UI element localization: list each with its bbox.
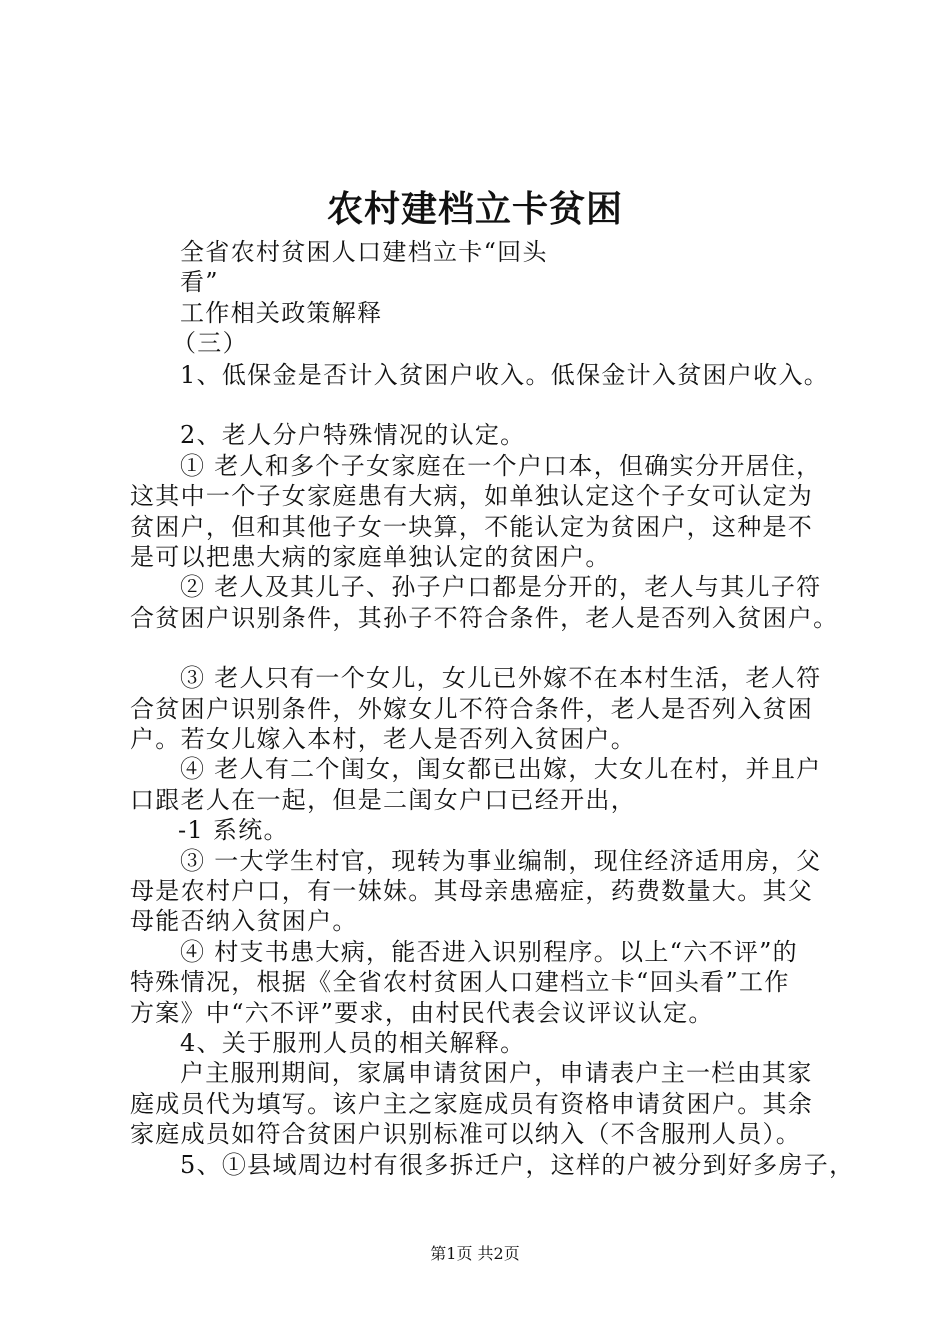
- body-line: 母能否纳入贫困户。: [130, 907, 358, 935]
- body-line: 1、低保金是否计入贫困户收入。低保金计入贫困户收入。: [180, 361, 830, 389]
- body-line: 是可以把患大病的家庭单独认定的贫困户。: [130, 543, 611, 571]
- body-line: 全省农村贫困人口建档立卡“回头: [180, 238, 548, 266]
- body-line: 庭成员代为填写。该户主之家庭成员有资格申请贫困户。其余: [130, 1090, 814, 1118]
- body-line: 特殊情况，根据《全省农村贫困人口建档立卡“回头看”工作: [130, 968, 790, 996]
- body-line: 看”: [180, 268, 219, 296]
- body-line: 母是农村户口，有一妹妹。其母亲患癌症，药费数量大。其父: [130, 877, 814, 905]
- body-line: （三）: [172, 329, 248, 357]
- page-footer: 第1页 共2页: [430, 1244, 520, 1263]
- body-line: 口跟老人在一起，但是二闺女户口已经开出，: [130, 786, 636, 814]
- body-line: 方案》中“六不评”要求，由村民代表会议评议认定。: [130, 999, 714, 1027]
- body-line: 家庭成员如符合贫困户识别标准可以纳入（不含服刑人员）。: [130, 1120, 802, 1148]
- body-line: 5、①县域周边村有很多拆迁户，这样的户被分到好多房子，: [180, 1151, 855, 1179]
- body-line: 工作相关政策解释: [180, 299, 383, 327]
- body-line: 户主服刑期间，家属申请贫困户，申请表户主一栏由其家: [180, 1059, 813, 1087]
- document-title: 农村建档立卡贫困: [326, 188, 623, 230]
- body-line: ③ 一大学生村官，现转为事业编制，现住经济适用房，父: [180, 847, 822, 875]
- body-line: 贫困户，但和其他子女一块算，不能认定为贫困户，这种是不: [130, 513, 814, 541]
- body-line: 合贫困户识别条件，其孙子不符合条件，老人是否列入贫困户。: [130, 604, 839, 632]
- body-line: 2、老人分户特殊情况的认定。: [180, 421, 526, 449]
- body-line: ④ 老人有二个闺女，闺女都已出嫁，大女儿在村，并且户: [180, 755, 822, 783]
- body-line: 合贫困户识别条件，外嫁女儿不符合条件，老人是否列入贫困: [130, 695, 814, 723]
- body-line: 这其中一个子女家庭患有大病，如单独认定这个子女可认定为: [130, 482, 814, 510]
- body-line: -1 系统。: [178, 816, 289, 844]
- body-line: 4、关于服刑人员的相关解释。: [180, 1029, 526, 1057]
- body-line: 户。若女儿嫁入本村，老人是否列入贫困户。: [130, 725, 636, 753]
- body-line: ② 老人及其儿子、孙子户口都是分开的，老人与其儿子符: [180, 573, 822, 601]
- body-line: ③ 老人只有一个女儿，女儿已外嫁不在本村生活，老人符: [180, 664, 822, 692]
- body-line: ① 老人和多个子女家庭在一个户口本，但确实分开居住，: [180, 452, 822, 480]
- body-line: ④ 村支书患大病，能否进入识别程序。以上“六不评”的: [180, 938, 798, 966]
